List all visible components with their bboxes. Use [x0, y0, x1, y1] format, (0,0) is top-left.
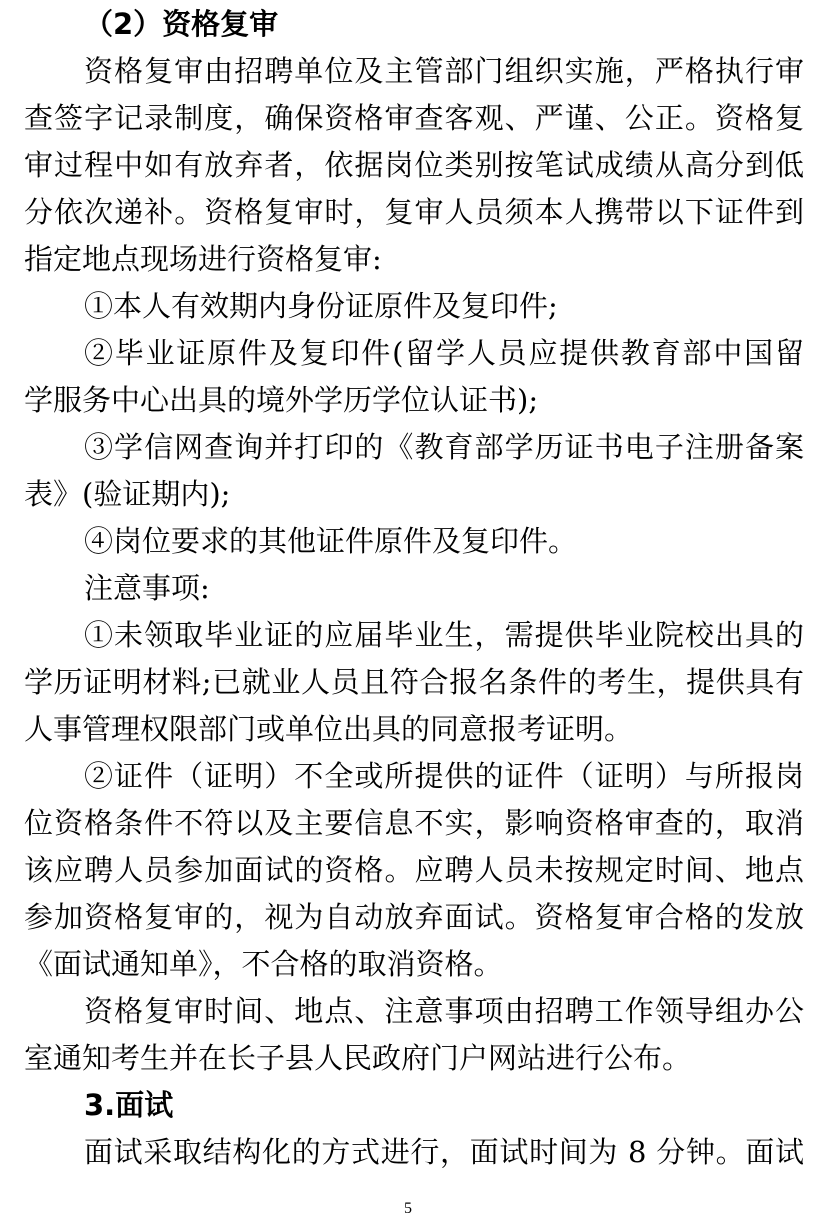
- paragraph-line: 资格复审由招聘单位及主管部门组织实施，严格执行审: [84, 54, 804, 88]
- list-item-diploma: ②毕业证原件及复印件(留学人员应提供教育部中国留: [84, 336, 804, 370]
- note-item-2-cont: 《面试通知单》，不合格的取消资格。: [24, 947, 503, 981]
- note-item-2-cont: 位资格条件不符以及主要信息不实，影响资格审查的，取消: [24, 806, 804, 840]
- list-item-diploma-cont: 学服务中心出具的境外学历学位认证书);: [24, 383, 539, 417]
- list-item-other-documents: ④岗位要求的其他证件原件及复印件。: [84, 524, 578, 558]
- paragraph-line: 查签字记录制度，确保资格审查客观、严谨、公正。资格复: [24, 101, 804, 135]
- section-heading-interview: 3.面试: [84, 1088, 174, 1122]
- paragraph-line: 资格复审时间、地点、注意事项由招聘工作领导组办公: [84, 994, 804, 1028]
- notes-title: 注意事项:: [84, 571, 210, 605]
- list-item-chsi-record: ③学信网查询并打印的《教育部学历证书电子注册备案: [84, 430, 804, 464]
- note-item-1: ①未领取毕业证的应届毕业生，需提供毕业院校出具的: [84, 618, 804, 652]
- note-item-1-cont: 学历证明材料;已就业人员且符合报名条件的考生，提供具有: [24, 665, 804, 699]
- note-item-2-cont: 该应聘人员参加面试的资格。应聘人员未按规定时间、地点: [24, 853, 804, 887]
- paragraph-line: 面试采取结构化的方式进行，面试时间为 8 分钟。面试: [84, 1135, 804, 1169]
- paragraph-line: 审过程中如有放弃者，依据岗位类别按笔试成绩从高分到低: [24, 148, 804, 182]
- page-number: 5: [404, 1200, 412, 1217]
- note-item-2-cont: 参加资格复审的，视为自动放弃面试。资格复审合格的发放: [24, 900, 804, 934]
- note-item-1-cont: 人事管理权限部门或单位出具的同意报考证明。: [24, 712, 634, 746]
- paragraph-line: 分依次递补。资格复审时，复审人员须本人携带以下证件到: [24, 195, 804, 229]
- list-item-chsi-record-cont: 表》(验证期内);: [24, 477, 231, 511]
- paragraph-line: 指定地点现场进行资格复审:: [24, 242, 382, 276]
- section-heading-qualification-review: （2）资格复审: [84, 7, 279, 41]
- list-item-id-card: ①本人有效期内身份证原件及复印件;: [84, 289, 558, 323]
- paragraph-line: 室通知考生并在长子县人民政府门户网站进行公布。: [24, 1041, 692, 1075]
- note-item-2: ②证件（证明）不全或所提供的证件（证明）与所报岗: [84, 759, 804, 793]
